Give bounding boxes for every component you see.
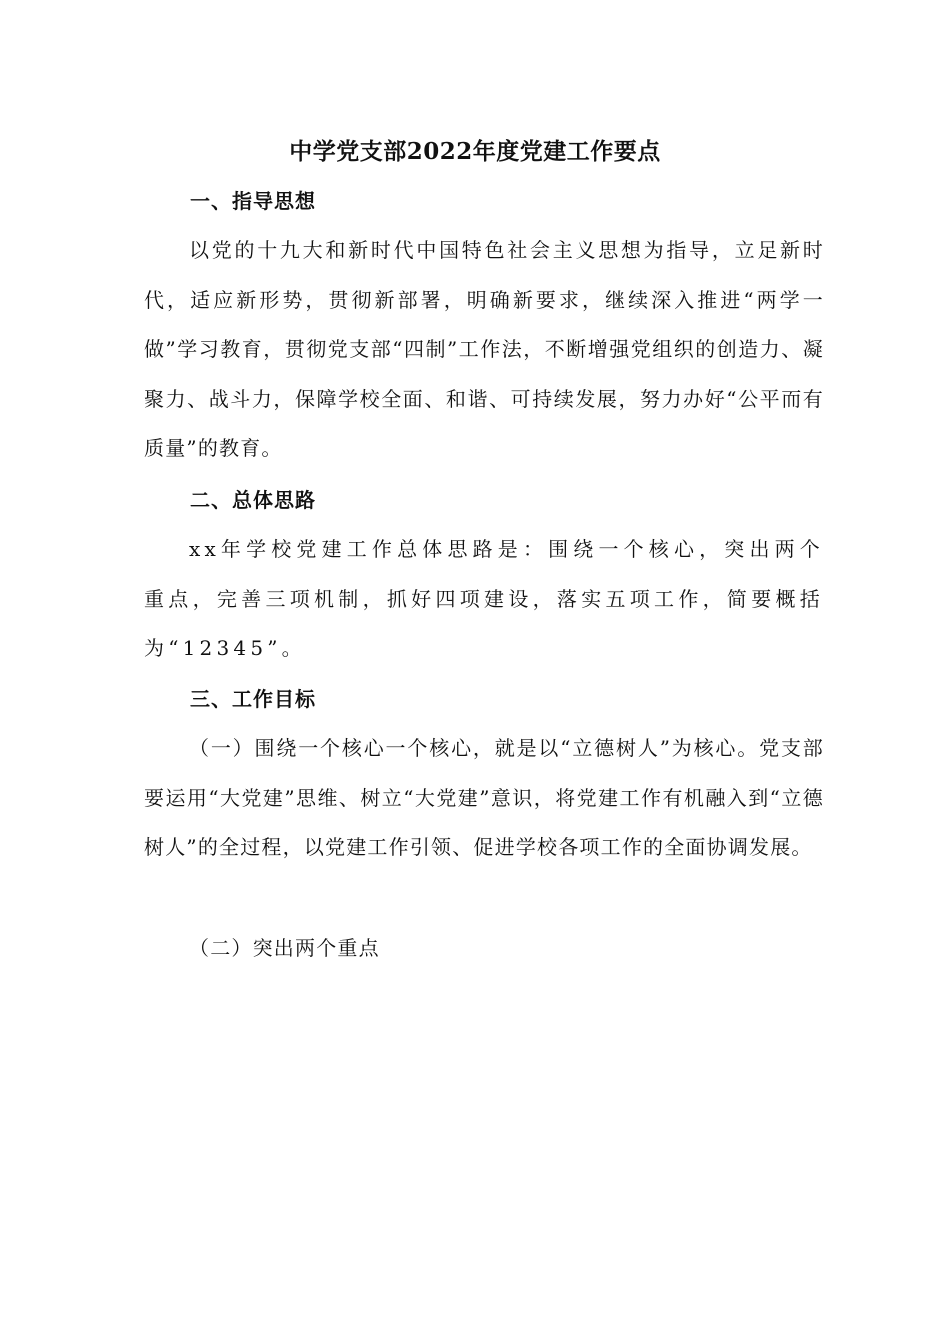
- section-heading-work-goals: 三、工作目标: [190, 687, 316, 711]
- document-title: 中学党支部2022年度党建工作要点: [289, 138, 661, 165]
- section-heading-guiding-ideology: 一、指导思想: [190, 189, 316, 213]
- section-paragraph-work-goals: （一）围绕一个核心一个核心，就是以“立德树人”为核心。党支部要运用“大党建”思维、树立“大党建”意识，将党建工作有机融入到“立德树人”的全过程，以党建工作引领、促进学校各项工作的全面协调发展。: [144, 736, 824, 859]
- section-paragraph-guiding-ideology: 以党的十九大和新时代中国特色社会主义思想为指导，立足新时代，适应新形势，贯彻新部署，明确新要求，继续深入推进“两学一做”学习教育，贯彻党支部“四制”工作法，不断增强党组织的创造力、凝聚力、战斗力，保障学校全面、和谐、可持续发展，努力办好“公平而有质量”的教育。: [144, 238, 824, 460]
- section-heading-overall-approach: 二、总体思路: [190, 488, 316, 512]
- section-paragraph-overall-approach: xx年学校党建工作总体思路是：围绕一个核心，突出两个重点，完善三项机制，抓好四项建设，落实五项工作，简要概括为“12345”。: [144, 537, 824, 660]
- subheading-two-priorities: （二）突出两个重点: [189, 936, 380, 960]
